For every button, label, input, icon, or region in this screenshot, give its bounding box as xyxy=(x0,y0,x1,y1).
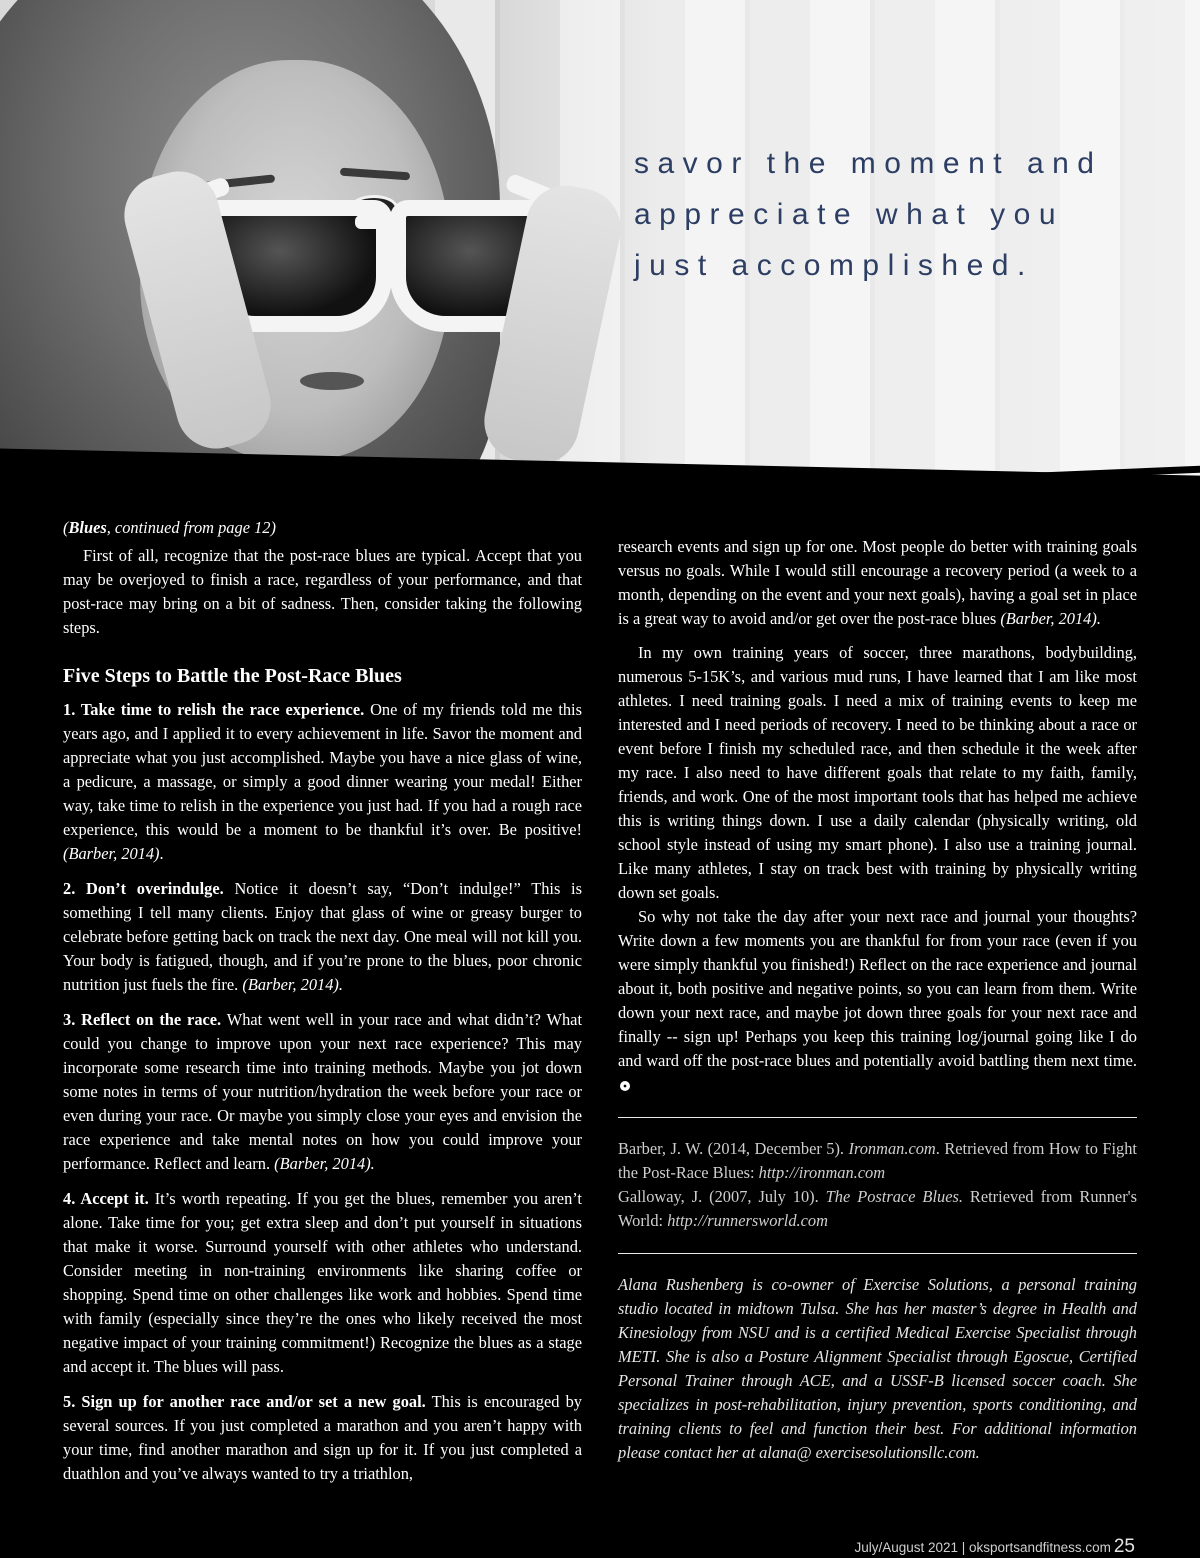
step-3 xyxy=(63,1008,582,1176)
step-2 xyxy=(63,877,582,997)
step-1 xyxy=(63,698,582,866)
citation: (Barber, 2014) xyxy=(63,844,160,863)
reference-1 xyxy=(618,1137,1137,1185)
step-title: 3. Reflect on the race. xyxy=(63,1010,222,1029)
references-top-rule xyxy=(618,1117,1137,1118)
reference-detail: Retrieved from Runner's World: xyxy=(618,1187,1138,1230)
step-title: 1. Take time to relish the race experience. xyxy=(63,700,365,719)
step-body: One of my friends told me this years ago, and I applied it to every achievement in life. Savor the moment and appreciate what you just accomplished. Maybe you have a nice glass of wine, a pedicure, a massage, or simply a good dinner wearing your medal! Either way, take time to relish in the experience you just had. If you had a rough race experience, this would be a moment to be thankful it’s over. Be positive! xyxy=(63,700,582,839)
citation: (Barber, 2014). xyxy=(242,975,343,994)
tagline-line-1: savor the moment and xyxy=(634,147,1103,180)
continued-text: , continued from page 12) xyxy=(106,518,276,537)
step-title: 2. Don’t overindulge. xyxy=(63,879,224,898)
reference-url-link[interactable]: http://runnersworld.com xyxy=(667,1211,828,1230)
continued-keyword: Blues xyxy=(68,518,107,537)
step-body: What went well in your race and what didn’t? What could you change to improve upon your next race experience? This may incorporate some research time into training methods. Maybe you jot down some notes in terms of your nutrition/hydration the week before your race or even during your race. Or maybe you simply close your eyes and envision the race experience and take mental notes on how you could improve your performance. Reflect and learn. xyxy=(63,1010,582,1173)
reference-detail: . Retrieved from How to Fight the Post-Race Blues: xyxy=(618,1139,1137,1182)
citation: (Barber, 2014). xyxy=(274,1154,375,1173)
section-heading: Five Steps to Battle the Post-Race Blues xyxy=(63,665,402,687)
step-body: It’s worth repeating. If you get the blues, remember you aren’t alone. Take time for you; get extra sleep and don’t put yourself in situations that make it worse. Surround yourself with other athletes who understand. Consider meeting in non-training environments like sharing coffee or shopping. Spend time on other challenges like work and hobbies. Spend time with family (especially since they’re the ones who likely received the most negative impact of your training commitment!) Recognize the blues as a stage and accept it. The blues will pass. xyxy=(63,1189,582,1376)
soccer-ball-icon xyxy=(620,1081,630,1091)
website-link[interactable]: oksportsandfitness.com xyxy=(969,1540,1111,1555)
reference-author: Galloway, J. (2007, July 10). xyxy=(618,1187,826,1206)
continuation-text: research events and sign up for one. Most people do better with training goals versus no goals. While I would still encourage a recovery period (a week to a month, depending on the event and your next goals), having a goal set in place is a great way to avoid and/or get over the post-race blues xyxy=(618,537,1137,628)
hero-tagline xyxy=(634,138,1154,291)
issue-date: July/August 2021 xyxy=(854,1540,959,1555)
author-bio: Alana Rushenberg is co-owner of Exercise Solutions, a personal training studio located in midtown Tulsa. She has her master’s degree in Health and Kinesiology from NSU and is a certified Medical Exercise Specialist through METI. She is also a Posture Alignment Specialist through Egoscue, Certified Personal Trainer through ACE, and a USSF-B licensed soccer coach. She specializes in post-rehabilitation, injury prevention, sports conditioning, and training clients to feel and function their best. For additional information please contact her at alana@ exercisesolutionsllc.com. xyxy=(618,1275,1137,1462)
continued-note: (Blues, continued from page 12) xyxy=(63,518,276,537)
step-title: 4. Accept it. xyxy=(63,1189,149,1208)
lips xyxy=(300,372,364,390)
citation: (Barber, 2014). xyxy=(1000,609,1101,628)
continuation-paragraph xyxy=(618,535,1137,631)
reference-author: Barber, J. W. (2014, December 5). xyxy=(618,1139,849,1158)
footer-separator: | xyxy=(958,1540,970,1555)
hero-photo xyxy=(0,0,1200,500)
sunglasses-bridge xyxy=(355,215,395,229)
reference-2 xyxy=(618,1185,1137,1233)
body-paragraph-3 xyxy=(618,905,1137,1097)
step-5 xyxy=(63,1390,582,1486)
tagline-line-2: appreciate what you xyxy=(634,198,1065,231)
step-body: Notice it doesn’t say, “Don’t indulge!” This is something I tell many clients. Enjoy that glass of wine or greasy burger to celebrate before getting back on track the next day. One meal will not kill you. Your body is fatigued, though, and if you’re prone to the blues, poor chronic nutrition just fuels the fire. xyxy=(63,879,582,994)
bio-top-rule xyxy=(618,1253,1137,1254)
closing-text: So why not take the day after your next race and journal your thoughts? Write down a few moments you are thankful for from your race (even if you were simply thankful you finished!) Reflect on the race experience and journal about it, both positive and negative points, so you can learn from them. Write down your next race, and maybe jot down three goals for your next race and finally -- sign up! Perhaps you keep this training log/journal going like I do and ward off the post-race blues and potentially avoid battling them next time. xyxy=(618,907,1137,1070)
reference-source: The Postrace Blues. xyxy=(825,1187,963,1206)
reference-source: Ironman.com xyxy=(848,1139,936,1158)
intro-paragraph: First of all, recognize that the post-race blues are typical. Accept that you may be overjoyed to finish a race, regardless of your performance, and that post-race may bring on a bit of sadness. Then, consider taking the following steps. xyxy=(63,546,582,637)
page-number: 25 xyxy=(1113,1536,1135,1557)
left-column xyxy=(63,516,582,1497)
step-4 xyxy=(63,1187,582,1379)
step-tail: . xyxy=(159,844,164,863)
right-column xyxy=(618,535,1137,1465)
page-footer xyxy=(854,1536,1135,1558)
body-paragraph-2: In my own training years of soccer, three marathons, bodybuilding, numerous 5-15K’s, and various mud runs, I have learned that I am like most athletes. I need training goals. I need a mix of training events to keep me interested and I need periods of recovery. I need to be thinking about a race or event before I finish my scheduled race, and then schedule it the week after my race. I also need to have different goals that relate to my faith, family, friends, and work. One of the most important tools that has helped me achieve this is writing things down. I use a daily calendar (physically writing, old school style instead of using my smart phone). I also use a training journal. Like many athletes, I stay on track best with training by physically writing down set goals. xyxy=(618,643,1137,902)
reference-url-link[interactable]: http://ironman.com xyxy=(758,1163,886,1182)
step-body: This is encouraged by several sources. If you just completed a marathon and you aren’t happy with your time, find another marathon and sign up for it. If you just completed a duathlon and you’ve always wanted to try a triathlon, xyxy=(63,1392,583,1483)
step-title: 5. Sign up for another race and/or set a new goal. xyxy=(63,1392,426,1411)
tagline-line-3: just accomplished. xyxy=(634,249,1034,282)
